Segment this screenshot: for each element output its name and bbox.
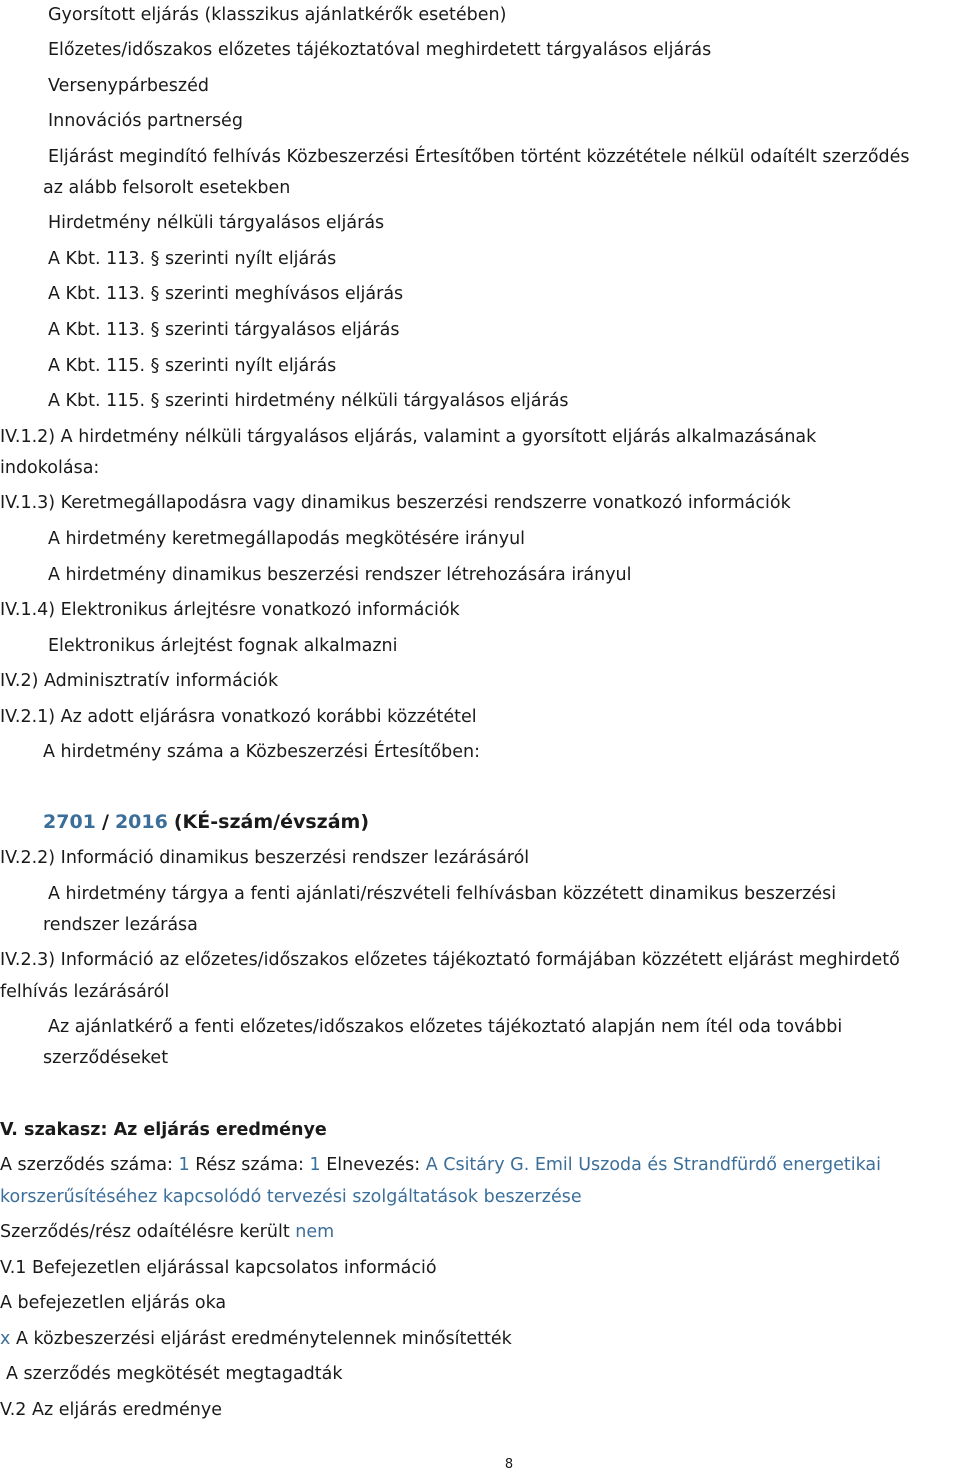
section-iv-2-2-heading: IV.2.2) Információ dinamikus beszerzési rendszer lezárásáról	[0, 848, 530, 868]
option-kbt113-restricted: A Kbt. 113. § szerinti meghívásos eljárás	[48, 284, 404, 304]
reason-label: A befejezetlen eljárás oka	[0, 1293, 227, 1313]
dps-closure-line1: A hirdetmény tárgya a fenti ajánlati/részvételi felhívásban közzétett dinamikus beszerzési	[48, 884, 837, 904]
part-number-label: Rész száma:	[195, 1155, 304, 1175]
contract-name-line2: korszerűsítéséhez kapcsolódó tervezési szolgáltatások beszerzése	[0, 1187, 582, 1207]
section-iv-1-3-heading: IV.1.3) Keretmegállapodásra vagy dinamikus beszerzési rendszerre vonatkozó információk	[0, 493, 791, 513]
option-electronic-auction: Elektronikus árlejtést fognak alkalmazni	[48, 636, 398, 656]
section-iv-1-2-line1: IV.1.2) A hirdetmény nélküli tárgyalásos eljárás, valamint a gyorsított eljárás alkalmazásának	[0, 427, 817, 447]
option-kbt115-open: A Kbt. 115. § szerinti nyílt eljárás	[48, 356, 337, 376]
contract-info-line1	[0, 1154, 881, 1176]
award-status-value: nem	[295, 1222, 335, 1242]
pin-closure-line2: szerződéseket	[43, 1048, 169, 1068]
section-v-2-heading: V.2 Az eljárás eredménye	[0, 1400, 222, 1420]
option-innovation-partnership: Innovációs partnerség	[48, 111, 243, 131]
notice-number	[43, 811, 369, 833]
section-iv-2-heading: IV.2) Adminisztratív információk	[0, 671, 279, 691]
ke-separator: /	[101, 811, 109, 833]
ke-number: 2701	[43, 811, 96, 833]
section-iv-2-1-heading: IV.2.1) Az adott eljárásra vonatkozó korábbi közzététel	[0, 707, 477, 727]
page-number: 8	[504, 1457, 514, 1472]
section-iv-1-2-line2: indokolása:	[0, 458, 100, 478]
notice-number-label: A hirdetmény száma a Közbeszerzési Értesítőben:	[43, 742, 481, 762]
option-negotiated-without-notice: Hirdetmény nélküli tárgyalásos eljárás	[48, 213, 385, 233]
reason-refused: A szerződés megkötését megtagadták	[6, 1364, 343, 1384]
section-iv-2-3-heading-line1: IV.2.3) Információ az előzetes/időszakos előzetes tájékoztató formájában közzétett eljárást meghirdető	[0, 950, 900, 970]
section-iv-1-4-heading: IV.1.4) Elektronikus árlejtésre vonatkozó információk	[0, 600, 460, 620]
option-prior-info-negotiated: Előzetes/időszakos előzetes tájékoztatóval meghirdetett tárgyalásos eljárás	[48, 40, 712, 60]
option-kbt113-negotiated: A Kbt. 113. § szerinti tárgyalásos eljárás	[48, 320, 400, 340]
section-v-1-heading: V.1 Befejezetlen eljárással kapcsolatos információ	[0, 1258, 437, 1278]
option-kbt115-negotiated: A Kbt. 115. § szerinti hirdetmény nélküli tárgyalásos eljárás	[48, 391, 569, 411]
contract-number-label: A szerződés száma:	[0, 1155, 173, 1175]
award-status-label: Szerződés/rész odaítélésre került	[0, 1222, 290, 1242]
option-kbt113-open: A Kbt. 113. § szerinti nyílt eljárás	[48, 249, 337, 269]
contract-name-label: Elnevezés:	[326, 1155, 421, 1175]
option-accelerated-procedure: Gyorsított eljárás (klasszikus ajánlatkérők esetében)	[48, 5, 507, 25]
option-without-publication-line2: az alább felsorolt esetekben	[43, 178, 291, 198]
contract-number: 1	[178, 1155, 190, 1175]
section-v-heading: V. szakasz: Az eljárás eredménye	[0, 1120, 327, 1140]
reason-unsuccessful-text: A közbeszerzési eljárást eredménytelennek minősítették	[15, 1329, 512, 1349]
option-dynamic-purchasing: A hirdetmény dinamikus beszerzési rendszer létrehozására irányul	[48, 565, 632, 585]
ke-suffix: (KÉ-szám/évszám)	[173, 811, 370, 833]
contract-name-line1: A Csitáry G. Emil Uszoda és Strandfürdő energetikai	[425, 1155, 882, 1175]
reason-unsuccessful	[0, 1328, 512, 1350]
option-without-publication-line1: Eljárást megindító felhívás Közbeszerzési Értesítőben történt közzététele nélkül odaítélt szerződés	[48, 147, 910, 167]
option-framework-agreement: A hirdetmény keretmegállapodás megkötésére irányul	[48, 529, 526, 549]
pin-closure-line1: Az ajánlatkérő a fenti előzetes/időszakos előzetes tájékoztató alapján nem ítél oda további	[48, 1017, 843, 1037]
ke-year: 2016	[114, 811, 168, 833]
dps-closure-line2: rendszer lezárása	[43, 915, 198, 935]
section-iv-2-3-heading-line2: felhívás lezárásáról	[0, 982, 170, 1002]
reason-checkmark: x	[0, 1329, 11, 1349]
award-status	[0, 1221, 334, 1243]
option-competitive-dialogue: Versenypárbeszéd	[48, 76, 209, 96]
part-number: 1	[309, 1155, 321, 1175]
